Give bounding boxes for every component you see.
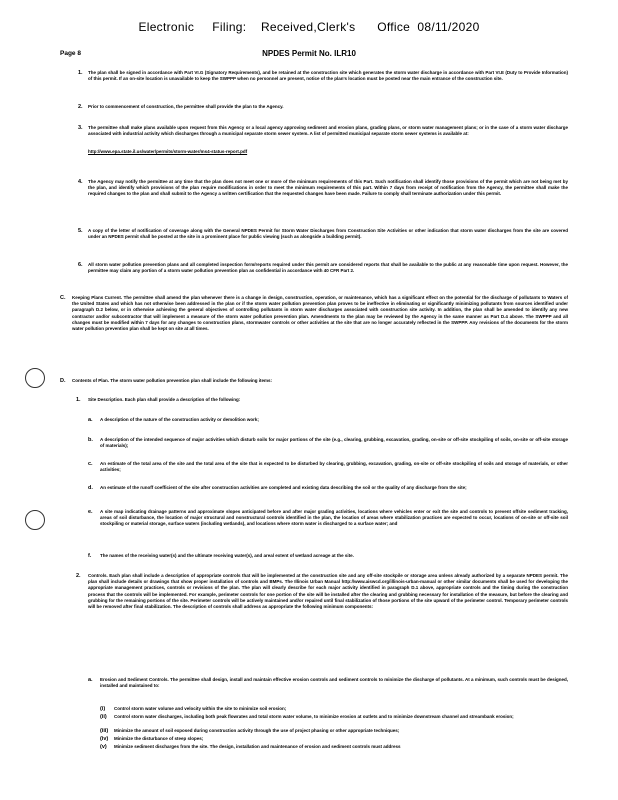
d1-item-label: e. [88, 509, 93, 515]
item-label: 4. [78, 179, 83, 185]
d2a-item-label: (i) [100, 706, 106, 712]
item-text: All storm water pollution prevention plans and all completed inspection form/reports required under this permit are considered reports that shall be available to the public at any reasonable time upon request. However, the permittee may claim any portion of a storm water pollution prevention plan as confidential in accordance with 40 CFR Part 2. [88, 262, 568, 274]
d2-body [88, 573, 568, 667]
item-label: 2. [78, 104, 83, 110]
d2-title: Controls. [88, 573, 108, 578]
item-text: The permittee shall make plans available upon request from this Agency or a local agency approving sediment and erosion plans, grading plans, or storm water management plans; or in the case of a storm water discharge associated with industrial activity which discharges through a municipal separate storm sewer system. A list of permitted municipal separate storm sewer systems is available at: [88, 125, 568, 137]
item-label: 1. [78, 70, 83, 76]
section-d-body [72, 378, 568, 386]
d2a-item-text: Minimize the disturbance of steep slopes; [114, 736, 204, 741]
section-c-title: Keeping Plans Current. [72, 295, 123, 300]
d2a-item-label: (iv) [100, 736, 109, 742]
item-text: The Agency may notify the permittee at any time that the plan does not meet one or more of the minimum requirements of this Part. Such notification shall identify those provisions of the permit which are not being met by the plan, and identify which provisions of the plan require modifications in order to meet the minimum requirements of this part. Within 7 days from receipt of notification from the Agency, the permittee shall make the required changes to the plan and shall submit to the Agency a written certification that the requested changes have been made. Failure to comply shall terminate authorization under this permit. [88, 179, 568, 197]
item-label: 5. [78, 228, 83, 234]
d1-item-text: An estimate of the runoff coefficient of the site after construction activities are completed and existing data describing the soil or the quality of any discharge from the site; [100, 485, 467, 490]
d1-item-label: a. [88, 417, 93, 423]
d1-item-label: f. [88, 553, 92, 559]
d2-text: Each plan shall include a description of appropriate controls that will be implemented at the construction site and any off-site stockpile or storage area unless already authorized by a separate NPDES permit. The plan shall include details or drawings that show proper installation of controls and BMPs. The Illinois Urban Manual http://www.aiswcd.org/illinois-urban-manual or other similar documents shall be used for developing the appropriate management practices, controls or revisions of the plan. The plan will clearly describe for each major activity identified in paragraph D.1 above, appropriate controls and the timing during the construction process that the controls will be implemented. For example, perimeter controls for one portion of the site will be installed after the clearing and grubbing necessary for installation of the measure, but before the clearing and grubbing for the remaining portions of the site. Perimeter controls will be actively maintained and/or repaired until final stabilization of those portions of the site upward of the perimeter control. Temporary perimeter controls will be removed after final stabilization. The description of controls shall address as appropriate the following minimum components: [88, 573, 568, 610]
ms4-status-report-link[interactable]: http://www.epa.state.il.us/water/permits/storm-water/ms4-status-report.pdf [88, 149, 248, 154]
d1-item-label: d. [88, 485, 93, 491]
d1-item-text: An estimate of the total area of the site and the total area of the site that is expected to be disturbed by clearing, grubbing, excavation, grading, on-site or off-site stockpiling of soils and storage of materials, or other activities; [100, 461, 568, 473]
d1-item-text: A description of the intended sequence of major activities which disturb soils for major portions of the site (e.g., clearing, grubbing, excavation, grading, on-site or off-site stockpiling of soils, on-site or off-site storage of materials); [100, 437, 568, 449]
d2a-body [100, 677, 568, 697]
d1-item-text: The names of the receiving water(s) and the ultimate receiving water(s), and areal extent of wetland acreage at the site. [100, 553, 354, 558]
item-text: The plan shall be signed in accordance with Part VI.G (Signatory Requirements), and be retained at the construction site which generates the storm water discharge in accordance with Part VI.E (Duty to Provide Information) of this permit. If an on-site location is unavailable to keep the SWPPP when no personnel are present, notice of the plan's location must be posted near the main entrance of the construction site. [88, 70, 568, 82]
d1-text: Each plan shall provide a description of the following: [124, 397, 241, 402]
d2a-item-text: Minimize sediment discharges from the site. The design, installation and maintenance of erosion and sediment controls must address [114, 744, 401, 749]
d1-item-text: A description of the nature of the construction activity or demolition work; [100, 417, 259, 422]
d2a-item-label: (iii) [100, 728, 109, 734]
d2-label: 2. [76, 573, 81, 579]
d1-item-label: b. [88, 437, 93, 443]
page-number: Page 8 [60, 50, 81, 57]
item-text: A copy of the letter of notification of coverage along with the General NPDES Permit for Storm Water Discharges from Construction Site Activities or other indication that storm water discharges from the site are covered under an NPDES permit shall be posted at the site in a prominent place for public viewing (such as alongside a building permit). [88, 228, 568, 240]
d1-label: 1. [76, 397, 81, 403]
punch-hole [25, 510, 45, 530]
d2a-text: The permittee shall design, install and maintain effective erosion controls and sediment controls to minimize the discharge of pollutants. At a minimum, such controls must be designed, installed and maintained to: [100, 677, 568, 689]
d1-title: Site Description. [88, 397, 124, 402]
section-d-title: Contents of Plan. [72, 378, 109, 383]
d2a-item-text: Minimize the amount of soil exposed during construction activity through the use of project phasing or other appropriate techniques; [114, 728, 400, 733]
punch-hole [25, 368, 45, 388]
d1-body [88, 397, 568, 405]
d2a-label: a. [88, 677, 93, 683]
d2a-item-text: Control storm water volume and velocity within the site to minimize soil erosion; [114, 706, 287, 711]
d2a-title: Erosion and Sediment Controls. [100, 677, 169, 682]
section-c-body [72, 295, 568, 365]
item-label: 6. [78, 262, 83, 268]
section-c-label: C. [60, 295, 66, 301]
d1-item-text: A site map indicating drainage patterns and approximate slopes anticipated before and after major grading activities, locations where vehicles enter or exit the site and controls to prevent offsite sediment tracking, areas of soil disturbance, the location of major structural and nonstructural controls identified in the plan, the location of areas where stabilization practices are expected to occur, locations of on-site or off-site soil stockpiling or material storage, surface waters (including wetlands), and locations where storm water is discharged to a surface water; and [100, 509, 568, 527]
d1-item-label: c. [88, 461, 93, 467]
d2a-item-label: (v) [100, 744, 107, 750]
section-d-text: The storm water pollution prevention plan shall include the following items: [110, 378, 273, 383]
section-d-label: D. [60, 378, 66, 384]
item-label: 3. [78, 125, 83, 131]
section-c-text: The permittee shall amend the plan whenever there is a change in design, construction, operation, or maintenance, which has a significant effect on the potential for the discharge of pollutants to Waters of the United States and which has not otherwise been addressed in the plan or if the storm water pollution prevention plan proves to be ineffective in eliminating or significantly minimizing pollutants from sources identified under paragraph D.2 below, or in otherwise achieving the general objectives of controlling pollutants in storm water discharges associated with construction site activity. In addition, the plan shall be amended to identify any new contractor and/or subcontractor that will implement a measure of the storm water pollution prevention plan. Amendments to the plan may be reviewed by the Agency in the same manner as Part D.4 above. The SWPPP and all changes must be modified within 7 days for any changes to construction plans, stormwater controls or other activities at the site that are no longer accurately reflected in the SWPPP. Any revisions of the documents for the storm water pollution prevention plan shall be kept on site at all times. [72, 295, 568, 332]
item-text: Prior to commencement of construction, the permittee shall provide the plan to the Agency. [88, 104, 284, 109]
electronic-filing-header: Electronic Filing: Received,Clerk's Office 08/11/2020 [138, 20, 480, 34]
d2a-item-text: Control storm water discharges, including both peak flowrates and total storm water volume, to minimize erosion at outlets and to minimize downstream channel and streambank erosion; [114, 714, 514, 719]
d2a-item-label: (ii) [100, 714, 107, 720]
permit-title: NPDES Permit No. ILR10 [262, 49, 356, 58]
